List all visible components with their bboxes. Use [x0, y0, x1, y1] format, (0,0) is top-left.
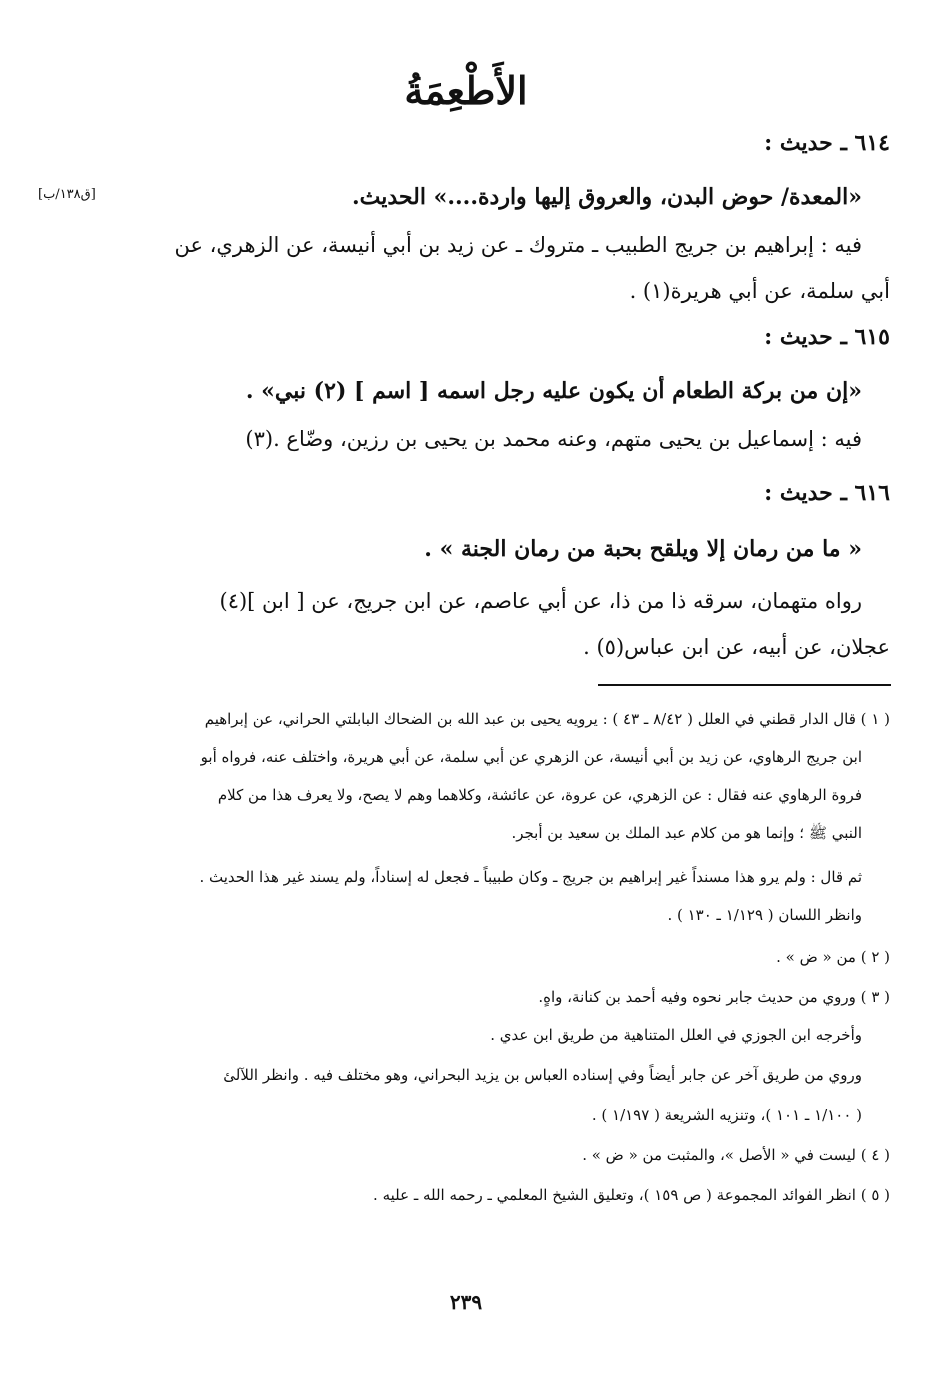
footnote-line: ( ١ ) قال الدار قطني في العلل ( ٨/٤٢ ـ ٤٣ ) : يرويه يحيى بن عبد الله بن الضحاك البابلتي الحراني، عن إبراهيم [204, 710, 890, 728]
footnote-line: وروي من طريق آخر عن جابر أيضاً وفي إسناده العباس بن يزيد البحراني، وهو مختلف فيه . وانظر اللآلئ [223, 1066, 862, 1084]
footnote-line: النبي ﷺ ؛ وإنما هو من كلام عبد الملك بن سعيد بن أبجر. [511, 824, 862, 842]
footnote-line: ثم قال : ولم يرو هذا مسنداً غير إبراهيم بن جريج ـ وكان طبيباً ـ فجعل له إسناداً، ولم يسند غير هذا الحديث . [199, 868, 862, 886]
footnote-line: وأخرجه ابن الجوزي في العلل المتناهية من طريق ابن عدي . [490, 1026, 862, 1044]
footnote-line: فروة الرهاوي عنه فقال : عن الزهري، عن عروة، عن عائشة، وكلاهما وهم لا يصح، ولا يعرف هذا من كلام [217, 786, 862, 804]
comment-line-615-1: فيه : إسماعيل بن يحيى متهم، وعنه محمد بن يحيى بن رزين، وضّاع .(٣) [245, 427, 862, 451]
hadith-text-615: «إن من بركة الطعام أن يكون عليه رجل اسمه [ اسم ] (٢) نبي» . [245, 378, 862, 404]
footnote-line: ابن جريج الرهاوي، عن زيد بن أبي أنيسة، عن الزهري عن أبي سلمة، عن أبي هريرة، واختلف عنه، فرواه أبو [200, 748, 862, 766]
footnote-line: ( ٤ ) ليست في « الأصل »، والمثبت من « ض » . [582, 1146, 890, 1164]
chapter-title: الأَطْعِمَةُ [404, 68, 528, 113]
comment-line-614-2: أبي سلمة، عن أبي هريرة(١) . [629, 279, 890, 303]
footnote-line: وانظر اللسان ( ١/١٢٩ ـ ١٣٠ ) . [667, 906, 862, 924]
entry-heading-616: ٦١٦ ـ حديث : [764, 480, 890, 506]
footnote-line: ( ٢ ) من « ض » . [776, 948, 890, 966]
footnote-line: ( ٥ ) انظر الفوائد المجموعة ( ص ١٥٩ )، وتعليق الشيخ المعلمي ـ رحمه الله ـ عليه . [373, 1186, 890, 1204]
hadith-text-616: « ما من رمان إلا ويلقح بحبة من رمان الجنة » . [424, 536, 862, 562]
footnote-line: ( ١/١٠٠ ـ ١٠١ )، وتنزيه الشريعة ( ١/١٩٧ ) . [591, 1106, 862, 1124]
comment-line-616-1: رواه متهمان، سرقه ذا من ذا، عن أبي عاصم، عن ابن جريج، عن [ ابن ](٤) [219, 589, 862, 613]
folio-mark: [ق١٣٨/ب] [38, 187, 96, 202]
footnote-line: ( ٣ ) وروي من حديث جابر نحوه وفيه أحمد بن كنانة، واهٍ. [538, 988, 890, 1006]
comment-line-616-2: عجلان، عن أبيه، عن ابن عباس(٥) . [583, 635, 890, 659]
entry-heading-615: ٦١٥ ـ حديث : [764, 324, 890, 350]
comment-line-614-1: فيه : إبراهيم بن جريج الطبيب ـ متروك ـ عن زيد بن أبي أنيسة، عن الزهري، عن [174, 233, 862, 257]
page-number: ٢٣٩ [449, 1290, 483, 1314]
footnote-separator [598, 684, 891, 686]
entry-heading-614: ٦١٤ ـ حديث : [764, 130, 890, 156]
hadith-text-614: «المعدة/ حوض البدن، والعروق إليها واردة....» الحديث. [352, 184, 862, 210]
